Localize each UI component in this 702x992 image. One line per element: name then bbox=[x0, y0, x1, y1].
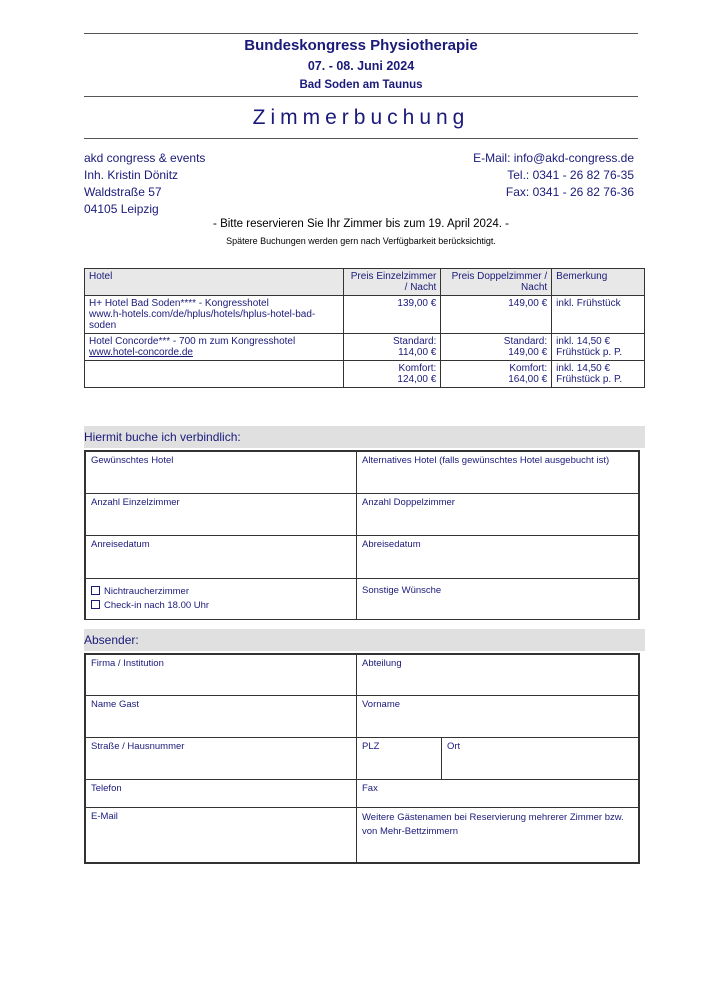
organizer-city: 04105 Leipzig bbox=[84, 202, 159, 216]
department-field[interactable] bbox=[356, 654, 639, 696]
hotel-cell bbox=[85, 334, 344, 361]
desired-hotel-label: Gewünschtes Hotel bbox=[91, 455, 174, 466]
guest-name-label: Name Gast bbox=[91, 699, 140, 710]
checkin-label: Check-in nach 18.00 Uhr bbox=[104, 600, 210, 611]
price-label: Komfort: bbox=[398, 363, 437, 374]
booking-form bbox=[84, 450, 640, 620]
checkin-option[interactable] bbox=[91, 599, 351, 613]
sender-heading bbox=[84, 629, 645, 651]
other-wishes-field[interactable] bbox=[356, 578, 639, 620]
price-label: Standard: bbox=[503, 336, 548, 347]
zip-label: PLZ bbox=[362, 741, 380, 752]
event-date: 07. - 08. Juni 2024 bbox=[307, 59, 415, 73]
singles-field[interactable] bbox=[85, 493, 357, 536]
hotel-url[interactable]: www.h-hotels.com/de/hplus/hotels/hplus-hotel-bad-soden bbox=[89, 309, 316, 331]
booking-heading-text: Hiermit buche ich verbindlich: bbox=[84, 430, 241, 444]
table-row bbox=[85, 361, 645, 388]
price-value: 149,00 € bbox=[508, 347, 548, 358]
arrival-field[interactable] bbox=[85, 535, 357, 579]
sender-heading-text: Absender: bbox=[84, 633, 139, 647]
fax-field[interactable] bbox=[356, 779, 639, 808]
table-header-row bbox=[85, 269, 645, 296]
booking-heading bbox=[84, 426, 645, 448]
single-price bbox=[344, 361, 441, 388]
alt-hotel-label: Alternatives Hotel (falls gewünschtes Hotel ausgebucht ist) bbox=[362, 455, 610, 466]
hotel-cell bbox=[85, 296, 344, 334]
zip-field[interactable] bbox=[356, 737, 442, 780]
alt-hotel-field[interactable] bbox=[356, 451, 639, 494]
event-place: Bad Soden am Taunus bbox=[299, 79, 423, 91]
col-single-price: Preis Einzelzimmer / Nacht bbox=[344, 269, 441, 296]
firstname-label: Vorname bbox=[362, 699, 401, 710]
email-label: E-Mail bbox=[91, 811, 118, 822]
street-field[interactable] bbox=[85, 737, 357, 780]
singles-label: Anzahl Einzelzimmer bbox=[91, 497, 180, 508]
arrival-label: Anreisedatum bbox=[91, 539, 150, 550]
booking-note: Spätere Buchungen werden gern nach Verfügbarkeit berücksichtigt. bbox=[226, 236, 496, 246]
table-row bbox=[85, 296, 645, 334]
checkin-checkbox[interactable] bbox=[91, 600, 100, 609]
price-value: 164,00 € bbox=[508, 374, 548, 385]
price-value: 124,00 € bbox=[397, 374, 437, 385]
booking-deadline: - Bitte reservieren Sie Ihr Zimmer bis zum 19. April 2024. - bbox=[213, 218, 509, 230]
organizer-address bbox=[84, 150, 205, 218]
hotel-name: Hotel Concorde*** - 700 m zum Kongresshotel bbox=[89, 336, 296, 347]
street-label: Straße / Hausnummer bbox=[91, 741, 185, 752]
organizer-owner: Inh. Kristin Dönitz bbox=[84, 168, 179, 182]
guest-name-field[interactable] bbox=[85, 695, 357, 738]
table-row bbox=[85, 334, 645, 361]
city-label: Ort bbox=[447, 741, 461, 752]
title-rule bbox=[84, 138, 638, 139]
hotel-name: H+ Hotel Bad Soden**** - Kongresshotel bbox=[89, 298, 269, 309]
hotel-table bbox=[84, 268, 645, 388]
col-double-price: Preis Doppelzimmer / Nacht bbox=[441, 269, 552, 296]
department-label: Abteilung bbox=[362, 658, 402, 669]
company-field[interactable] bbox=[85, 654, 357, 696]
double-price bbox=[441, 334, 552, 361]
hotel-cell bbox=[85, 361, 344, 388]
firstname-field[interactable] bbox=[356, 695, 639, 738]
city-field[interactable] bbox=[441, 737, 639, 780]
col-hotel: Hotel bbox=[85, 269, 344, 296]
hotel-url[interactable]: www.hotel-concorde.de bbox=[89, 347, 193, 358]
remark: inkl. 14,50 € Frühstück p. P. bbox=[552, 334, 645, 361]
doubles-field[interactable] bbox=[356, 493, 639, 536]
other-wishes-label: Sonstige Wünsche bbox=[362, 585, 442, 596]
contact-email[interactable]: E-Mail: info@akd-congress.de bbox=[473, 151, 634, 165]
company-label: Firma / Institution bbox=[91, 658, 164, 669]
price-label: Standard: bbox=[392, 336, 437, 347]
single-price bbox=[344, 334, 441, 361]
remark: inkl. 14,50 € Frühstück p. P. bbox=[552, 361, 645, 388]
departure-field[interactable] bbox=[356, 535, 639, 579]
doubles-label: Anzahl Doppelzimmer bbox=[362, 497, 455, 508]
other-guests-label: Weitere Gästenamen bei Reservierung mehrerer Zimmer bzw. von Mehr-Bettzimmern bbox=[362, 812, 624, 837]
col-remark: Bemerkung bbox=[552, 269, 645, 296]
nonsmoking-checkbox[interactable] bbox=[91, 586, 100, 595]
remark: inkl. Frühstück bbox=[552, 296, 645, 334]
contact-fax: Fax: 0341 - 26 82 76-36 bbox=[505, 185, 634, 199]
price-label: Komfort: bbox=[509, 363, 548, 374]
options-field bbox=[85, 578, 357, 620]
event-title: Bundeskongress Physiotherapie bbox=[244, 37, 478, 54]
organizer-street: Waldstraße 57 bbox=[84, 185, 162, 199]
sender-form bbox=[84, 653, 640, 864]
other-guests-field[interactable] bbox=[356, 807, 639, 863]
contact-info bbox=[473, 150, 634, 201]
phone-label: Telefon bbox=[91, 783, 122, 794]
form-title: Zimmerbuchung bbox=[252, 106, 470, 129]
price-value: 114,00 € bbox=[398, 347, 437, 358]
top-rule bbox=[84, 33, 638, 34]
departure-label: Abreisedatum bbox=[362, 539, 421, 550]
header-rule bbox=[84, 96, 638, 97]
nonsmoking-label: Nichtraucherzimmer bbox=[104, 586, 189, 597]
double-price: 149,00 € bbox=[441, 296, 552, 334]
email-field[interactable] bbox=[85, 807, 357, 863]
nonsmoking-option[interactable] bbox=[91, 585, 351, 599]
desired-hotel-field[interactable] bbox=[85, 451, 357, 494]
fax-label: Fax bbox=[362, 783, 378, 794]
double-price bbox=[441, 361, 552, 388]
organizer-name: akd congress & events bbox=[84, 151, 206, 165]
single-price: 139,00 € bbox=[344, 296, 441, 334]
contact-tel: Tel.: 0341 - 26 82 76-35 bbox=[507, 168, 634, 182]
phone-field[interactable] bbox=[85, 779, 357, 808]
